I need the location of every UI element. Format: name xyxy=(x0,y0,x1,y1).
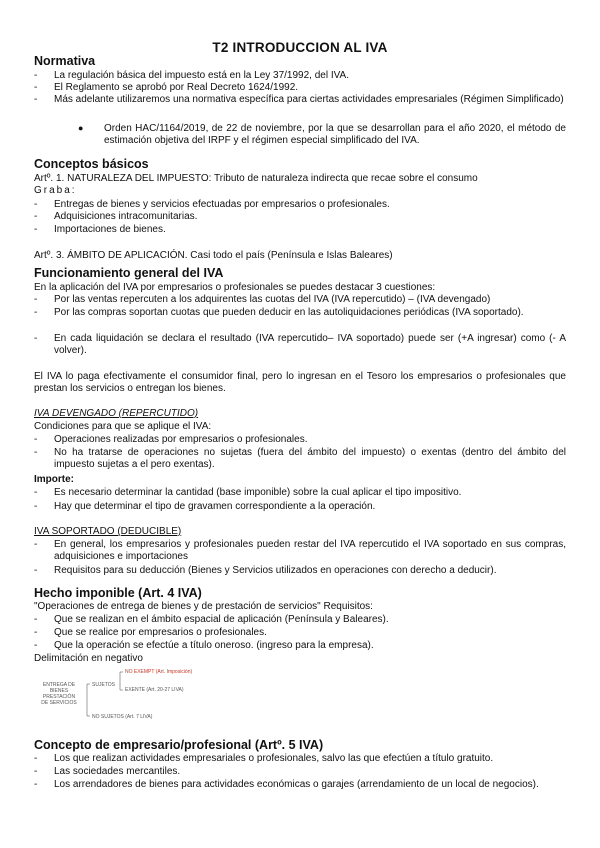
list-item: - Que se realizan en el ámbito espacial de aplicación (Península y Baleares). xyxy=(34,614,389,625)
diagram-exente: EXENTE (Art. 20-27 LIVA) xyxy=(125,687,184,693)
hecho-quote: "Operaciones de entrega de bienes y de prestación de servicios" Requisitos: xyxy=(34,601,373,612)
list-item: - Requisitos para su deducción (Bienes y Servicios utilizados en operaciones con derecho a deducir). xyxy=(34,565,497,576)
list-item: - Que la operación se efectúe a título oneroso. (ingreso para la empresa). xyxy=(34,640,374,651)
list-item: - Operaciones realizadas por empresarios o profesionales. xyxy=(34,434,308,445)
list-item: - Es necesario determinar la cantidad (base imponible) sobre la cual aplicar el tipo impositivo. xyxy=(34,487,462,498)
list-item: - No ha tratarse de operaciones no sujetas (fuera del ámbito del impuesto) o exentas (dentro del ámbito del impuesto sujetas a el pero exentas). xyxy=(34,447,566,470)
importe-label: Importe: xyxy=(34,474,74,485)
list-item: - Las sociedades mercantiles. xyxy=(34,766,181,777)
devengado-conditions: Condiciones para que se aplique el IVA: xyxy=(34,421,212,432)
list-item: - Los arrendadores de bienes para actividades económicas o garajes (arrendamiento de un local de negocios). xyxy=(34,779,539,790)
page-title: T2 INTRODUCCION AL IVA xyxy=(212,40,388,55)
graba-label: Graba: xyxy=(34,185,77,196)
sub-list-item: ● Orden HAC/1164/2019, de 22 de noviembre, por la que se desarrollan para el año 2020, el método de estimación objetiva del IRPF y el régimen especial simplificado del IVA. xyxy=(78,123,566,146)
heading-iva-soportado: IVA SOPORTADO (DEDUCIBLE) xyxy=(34,526,182,537)
list-item: - Que se realice por empresarios o profesionales. xyxy=(34,627,267,638)
list-item: - El Reglamento se aprobó por Real Decreto 1624/1992. xyxy=(34,82,299,93)
heading-normativa: Normativa xyxy=(34,54,96,68)
heading-iva-devengado: IVA DEVENGADO (REPERCUTIDO) xyxy=(34,408,199,419)
funcionamiento-paragraph: El IVA lo paga efectivamente el consumidor final, pero lo ingresan en el Tesoro los empresarios o profesionales que prestan los servicios o entregan los bienes. xyxy=(34,371,566,394)
diagram-no-exempt: NO EXEMPT (Art. Imposición) xyxy=(125,669,193,675)
diagram-root: ENTREGA DE BIENES PRESTACIÓN DE SERVICIOS xyxy=(41,682,77,706)
list-item: - Adquisiciones intracomunitarias. xyxy=(34,211,198,222)
delimitation-diagram xyxy=(34,664,234,732)
funcionamiento-intro: En la aplicación del IVA por empresarios o profesionales se puedes destacar 3 cuestiones: xyxy=(34,282,436,293)
list-item: - Por las compras soportan cuotas que pueden deducir en las autoliquidaciones periódicas (IVA soportado). xyxy=(34,307,524,318)
art1-line: Artº. 1. NATURALEZA DEL IMPUESTO: Tributo de naturaleza indirecta que recae sobre el consumo xyxy=(34,173,478,184)
list-item: - Más adelante utilizaremos una normativa específica para ciertas actividades empresariales (Régimen Simplificado) xyxy=(34,94,564,105)
diagram-no-sujetos: NO SUJETOS (Art. 7 LIVA) xyxy=(92,714,153,720)
list-item: - En general, los empresarios y profesionales pueden restar del IVA repercutido el IVA soportado en sus compras, adquisiciones e importaciones xyxy=(34,539,566,562)
diagram-sujetos: SUJETOS xyxy=(92,682,115,688)
heading-conceptos: Conceptos básicos xyxy=(34,157,149,171)
heading-empresario: Concepto de empresario/profesional (Artº. 5 IVA) xyxy=(34,738,324,752)
heading-funcionamiento: Funcionamiento general del IVA xyxy=(34,266,224,280)
heading-hecho-imponible: Hecho imponible (Art. 4 IVA) xyxy=(34,586,202,600)
list-item: - Por las ventas repercuten a los adquirentes las cuotas del IVA (IVA repercutido) – (IVA devengado) xyxy=(34,294,491,305)
delimitacion-label: Delimitación en negativo xyxy=(34,653,143,664)
art3-line: Artº. 3. ÁMBITO DE APLICACIÓN. Casi todo el país (Península e Islas Baleares) xyxy=(34,250,393,261)
list-item: - Hay que determinar el tipo de gravamen correspondiente a la operación. xyxy=(34,501,376,512)
list-item: - Entregas de bienes y servicios efectuadas por empresarios o profesionales. xyxy=(34,199,390,210)
list-item: - En cada liquidación se declara el resultado (IVA repercutido– IVA soportado) puede ser (+A ingresar) como (- A volver). xyxy=(34,333,566,356)
list-item: - Los que realizan actividades empresariales o profesionales, salvo las que efectúen a título gratuito. xyxy=(34,753,494,764)
list-item: - Importaciones de bienes. xyxy=(34,224,166,235)
list-item: - La regulación básica del impuesto está en la Ley 37/1992, del IVA. xyxy=(34,70,350,81)
